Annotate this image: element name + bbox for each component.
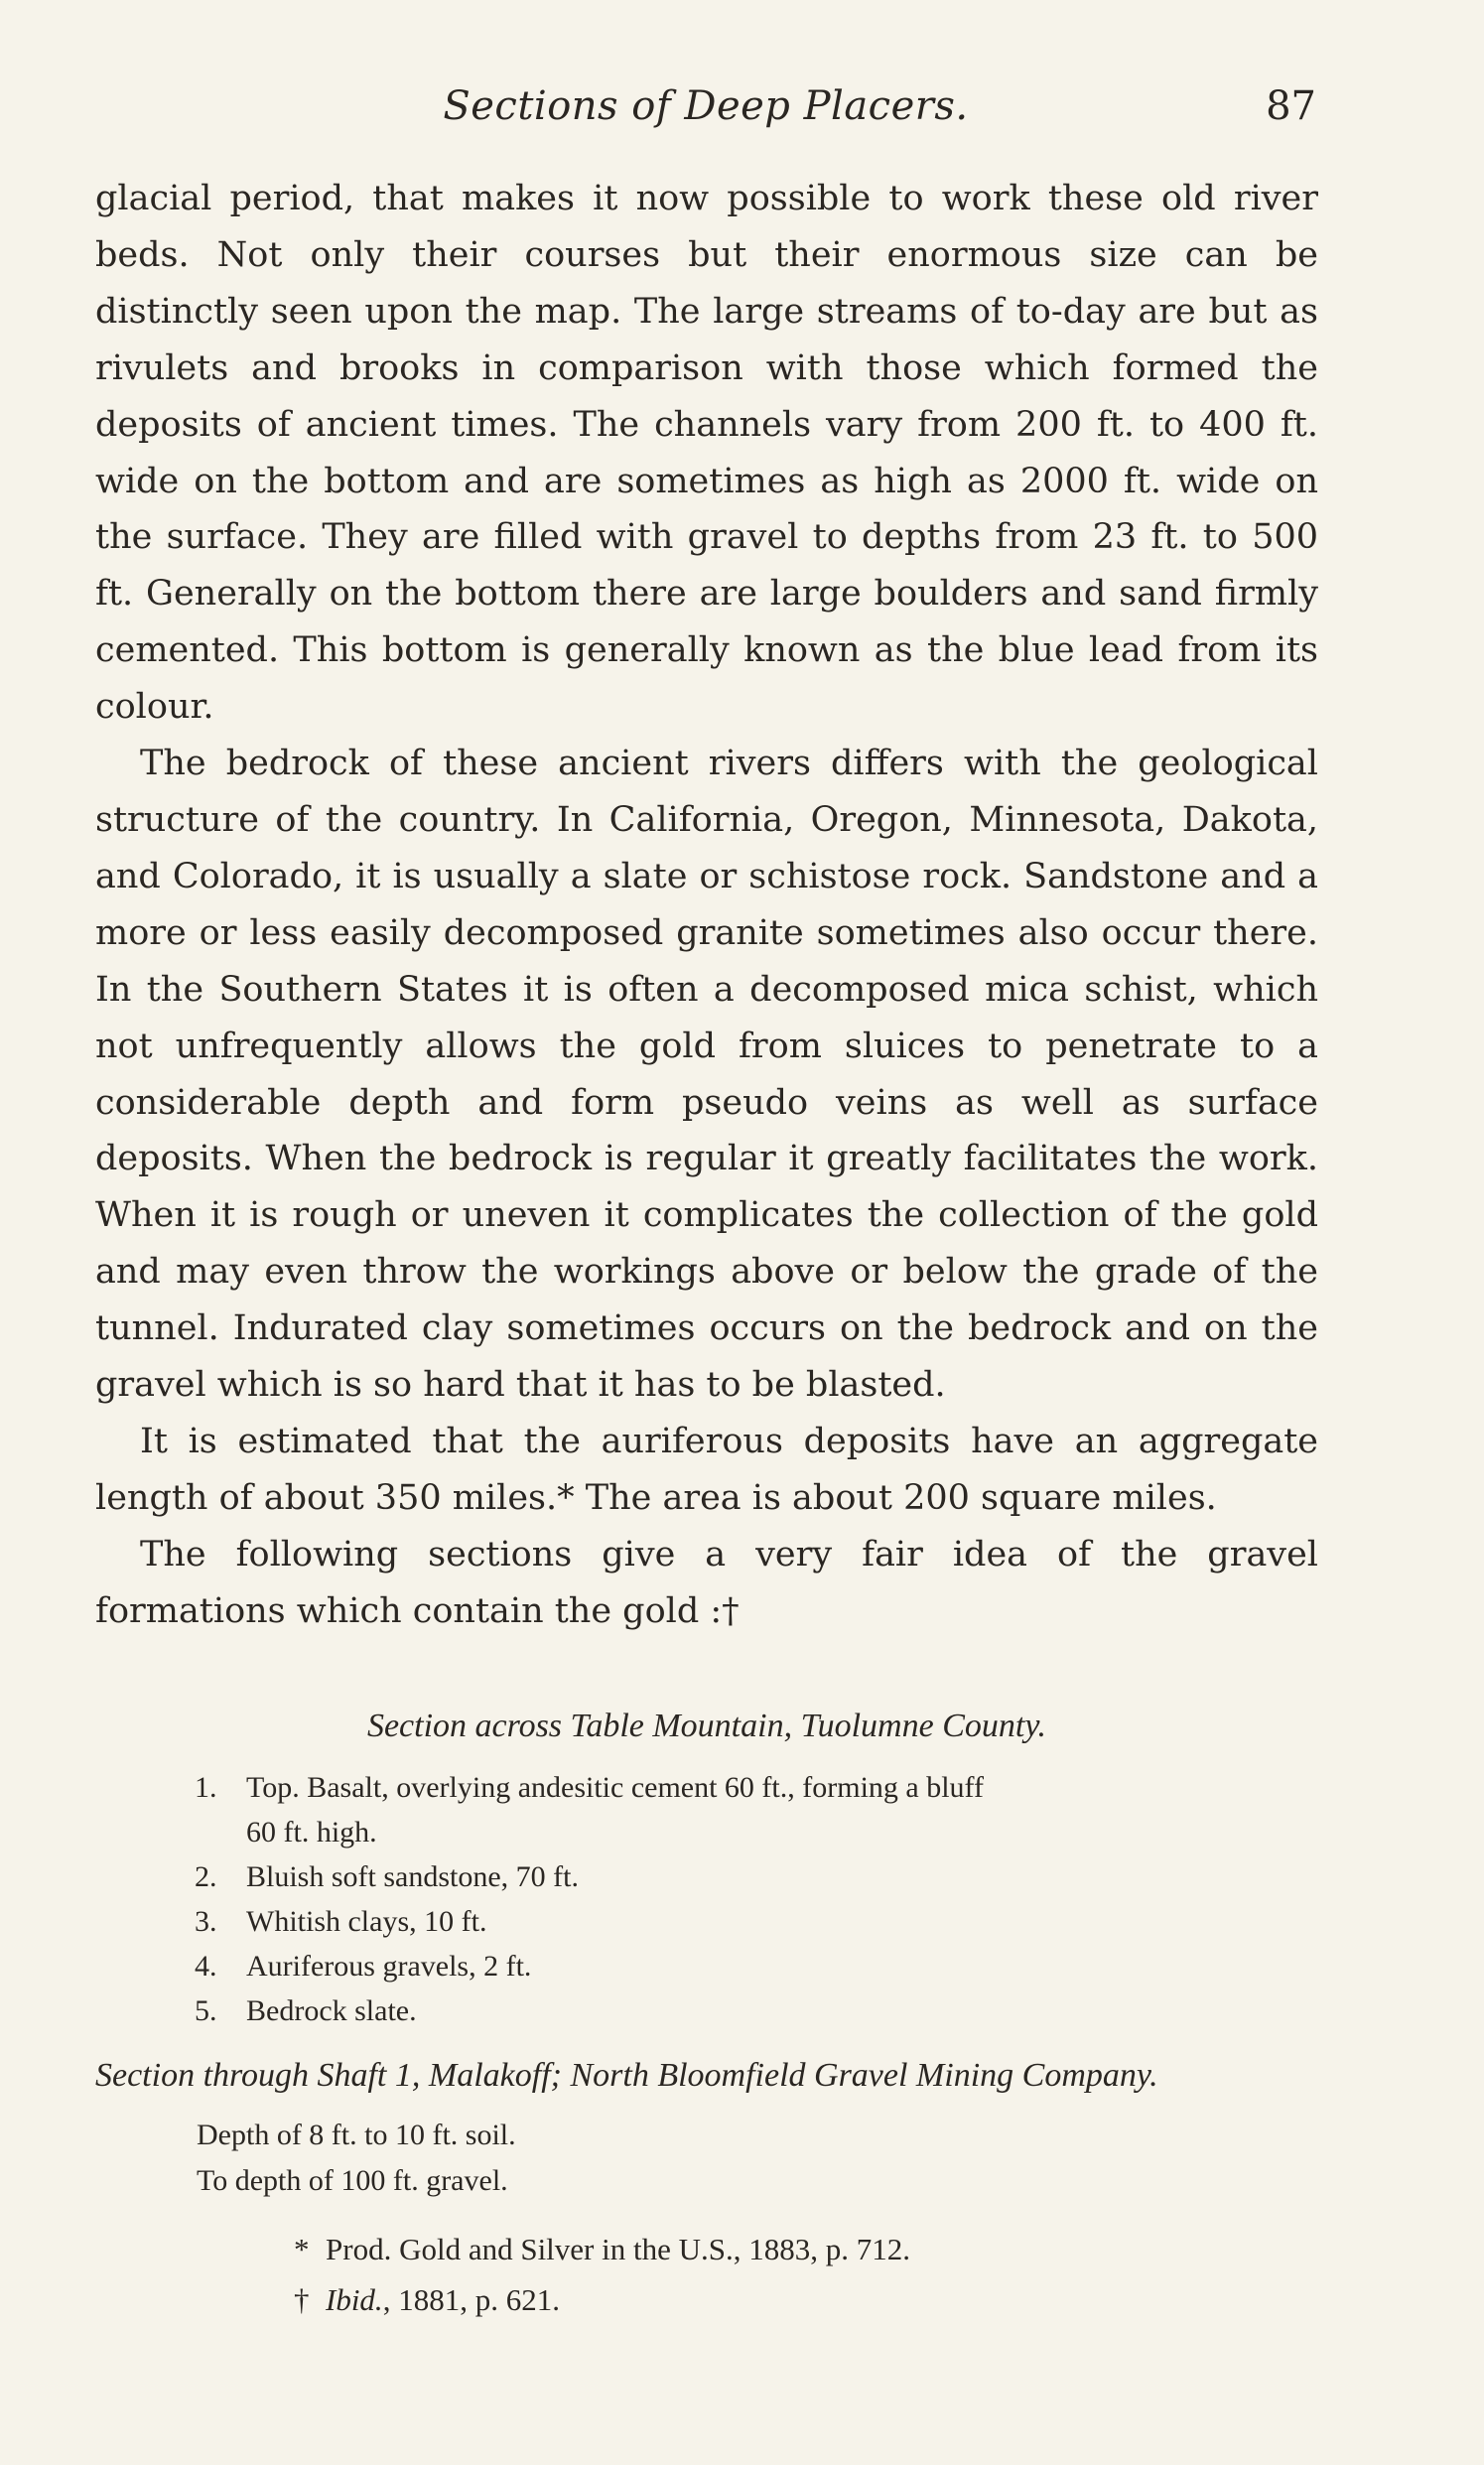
paragraph: The bedrock of these ancient rivers differs with the geological structure of the country. In California, Oregon, Minnesota, Dakota, and Colorado, it is usually a slate or schistose rock. Sandstone and a more or less easily decomposed granite sometimes also occur there. In the Southern States it is often a decomposed mica schist, which not unfrequently allows the gold from sluices to penetrate to a considerable depth and form pseudo veins as well as surface deposits. When the bedrock is regular it greatly facilitates the work. When it is rough or uneven it complicates the collection of the gold and may even throw the workings above or below the grade of the tunnel. Indurated clay sometimes occurs on the bedrock and on the gravel which is so hard that it has to be blasted.	[95, 744, 1318, 1406]
item-number: 2.	[195, 1860, 217, 1893]
paragraph: It is estimated that the auriferous deposits have an aggregate length of about 350 miles.* The area is about 200 square miles.	[95, 1421, 1318, 1518]
strata-item	[95, 1765, 1318, 1854]
footnote	[294, 2224, 1286, 2274]
depth-list	[197, 2113, 1318, 2204]
item-text: Bedrock slate.	[246, 1994, 417, 2027]
depth-line: Depth of 8 ft. to 10 ft. soil.	[197, 2119, 516, 2151]
section-title: Section through Shaft 1, Malakoff; North Bloomfield Gravel Mining Company.	[95, 2057, 1158, 2094]
strata-item	[95, 1899, 1318, 1944]
footnote-text: , 1881, p. 621.	[382, 2282, 560, 2317]
body-text	[95, 171, 1318, 1640]
item-text: Bluish soft sandstone, 70 ft.	[246, 1860, 579, 1893]
item-number: 5.	[195, 1994, 217, 2027]
strata-item	[95, 1944, 1318, 1988]
running-head	[95, 83, 1316, 143]
item-text: Whitish clays, 10 ft.	[246, 1905, 487, 1938]
page-number: 87	[1266, 83, 1316, 129]
item-number: 3.	[195, 1905, 217, 1938]
footnote-mark: *	[294, 2232, 310, 2266]
footnote-source: Ibid.	[326, 2282, 383, 2317]
item-text: Top. Basalt, overlying andesitic cement 60 ft., forming a bluff	[246, 1771, 984, 1804]
paragraph: glacial period, that makes it now possible to work these old river beds. Not only their courses but their enormous size can be distinctly seen upon the map. The large streams of to-day are but as rivulets and brooks in comparison with those which formed the deposits of ancient times. The channels vary from 200 ft. to 400 ft. wide on the bottom and are sometimes as high as 2000 ft. wide on the surface. They are filled with gravel to depths from 23 ft. to 500 ft. Generally on the bottom there are large boulders and sand firmly cemented. This bottom is generally known as the blue lead from its colour.	[95, 179, 1318, 728]
section-table-mountain	[95, 1708, 1318, 2033]
paragraph: The following sections give a very fair idea of the gravel formations which contain the gold :†	[95, 1534, 1318, 1631]
item-number: 4.	[195, 1950, 217, 1983]
strata-item	[95, 1988, 1318, 2033]
strata-item	[95, 1854, 1318, 1899]
item-text: Auriferous gravels, 2 ft.	[246, 1950, 532, 1983]
footnote-mark: †	[294, 2282, 310, 2317]
item-text-continued: 60 ft. high.	[246, 1816, 377, 1849]
section-title: Section across Table Mountain, Tuolumne County.	[366, 1708, 1047, 1744]
depth-line: To depth of 100 ft. gravel.	[197, 2164, 508, 2197]
item-number: 1.	[195, 1771, 217, 1804]
section-malakoff	[95, 2057, 1318, 2204]
footnote	[294, 2274, 1286, 2325]
footnote-text: Prod. Gold and Silver in the U.S., 1883, p. 712.	[326, 2232, 910, 2266]
running-title: Sections of Deep Placers.	[443, 83, 969, 129]
footnotes	[294, 2224, 1286, 2325]
strata-list	[95, 1765, 1318, 2033]
